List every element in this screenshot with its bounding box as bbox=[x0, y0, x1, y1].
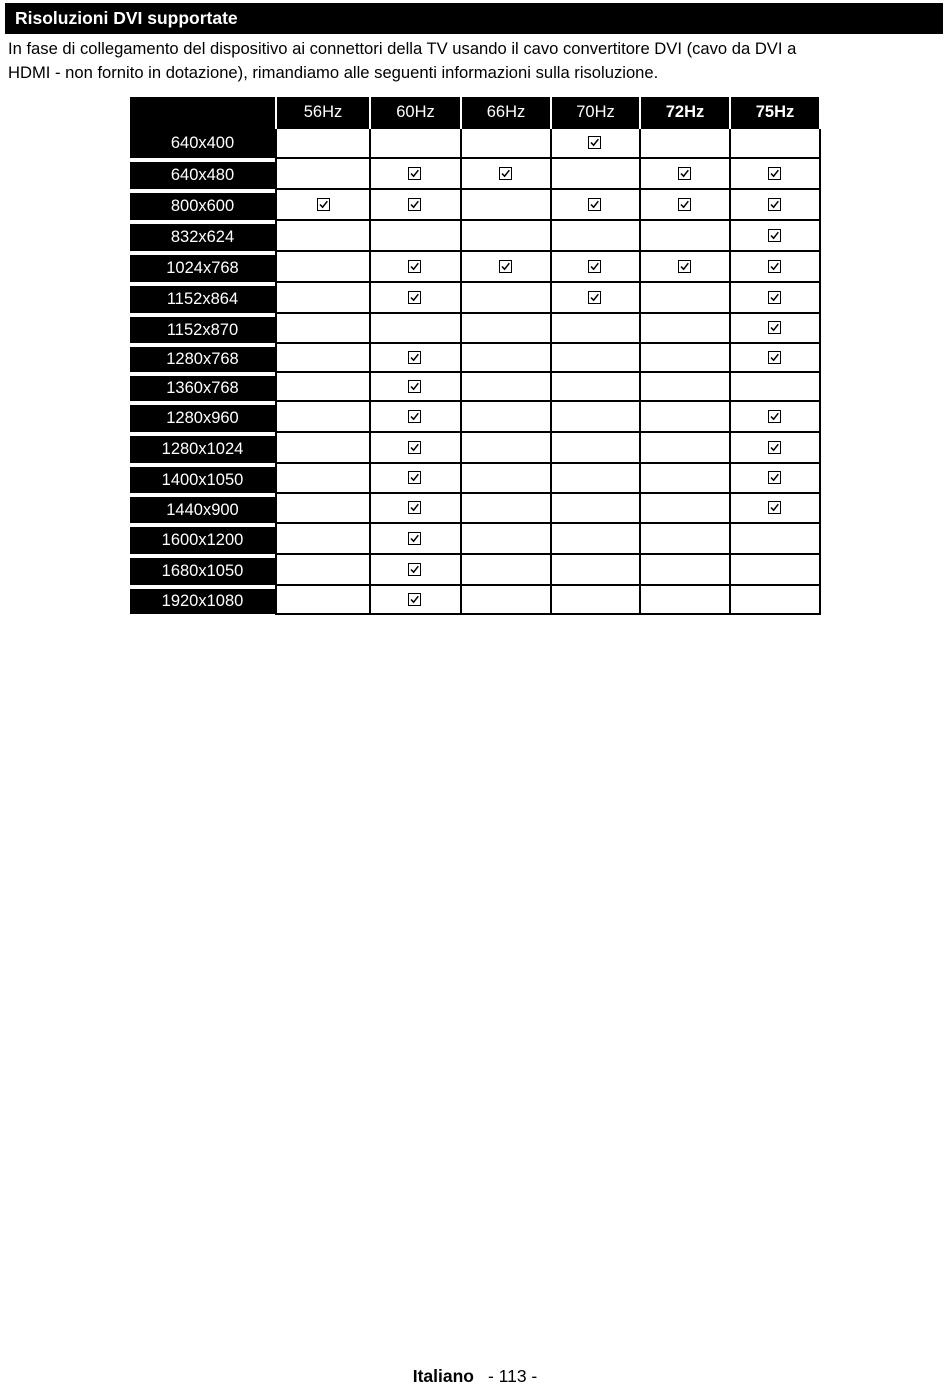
table-cell bbox=[550, 524, 641, 555]
check-box-icon bbox=[408, 410, 421, 423]
section-title: Risoluzioni DVI supportate bbox=[5, 3, 943, 34]
table-cell bbox=[460, 373, 552, 402]
table-cell bbox=[550, 433, 641, 464]
resolution-label: 1280x960 bbox=[130, 405, 275, 432]
check-box-icon bbox=[408, 380, 421, 393]
check-box-icon bbox=[768, 351, 781, 364]
table-cell bbox=[460, 252, 552, 283]
table-cell bbox=[275, 190, 371, 221]
table-cell bbox=[550, 555, 641, 586]
check-box-icon bbox=[317, 198, 330, 211]
table-cell bbox=[639, 373, 731, 402]
table-cell bbox=[369, 524, 462, 555]
table-cell bbox=[369, 129, 462, 159]
check-box-icon bbox=[768, 441, 781, 454]
table-cell bbox=[550, 159, 641, 190]
resolution-label: 1152x864 bbox=[130, 286, 275, 313]
table-cell bbox=[369, 344, 462, 373]
page-footer bbox=[0, 1365, 950, 1387]
table-cell bbox=[639, 129, 731, 159]
table-cell bbox=[369, 586, 462, 615]
resolution-label: 1680x1050 bbox=[130, 558, 275, 585]
table-cell bbox=[729, 586, 821, 615]
table-cell bbox=[550, 252, 641, 283]
table-cell bbox=[639, 524, 731, 555]
table-cell bbox=[729, 190, 821, 221]
table-cell bbox=[639, 402, 731, 433]
table-cell bbox=[460, 433, 552, 464]
table-cell bbox=[275, 344, 371, 373]
check-box-icon bbox=[588, 136, 601, 149]
table-cell bbox=[639, 494, 731, 524]
table-cell bbox=[550, 221, 641, 252]
column-header: 72Hz bbox=[641, 97, 729, 129]
table-cell bbox=[275, 464, 371, 494]
check-box-icon bbox=[408, 501, 421, 514]
table-cell bbox=[639, 555, 731, 586]
check-box-icon bbox=[768, 471, 781, 484]
table-cell bbox=[729, 464, 821, 494]
table-cell bbox=[550, 464, 641, 494]
table-cell bbox=[275, 402, 371, 433]
check-box-icon bbox=[408, 563, 421, 576]
check-box-icon bbox=[408, 291, 421, 304]
table-cell bbox=[550, 494, 641, 524]
resolution-label: 832x624 bbox=[130, 224, 275, 251]
check-box-icon bbox=[768, 167, 781, 180]
table-cell bbox=[639, 159, 731, 190]
check-box-icon bbox=[499, 167, 512, 180]
resolution-label: 1600x1200 bbox=[130, 527, 275, 554]
table-cell bbox=[729, 159, 821, 190]
table-cell bbox=[369, 190, 462, 221]
check-box-icon bbox=[768, 198, 781, 211]
check-box-icon bbox=[588, 260, 601, 273]
resolution-label: 1360x768 bbox=[130, 376, 275, 401]
table-cell bbox=[460, 190, 552, 221]
table-cell bbox=[729, 373, 821, 402]
resolution-label: 1152x870 bbox=[130, 317, 275, 343]
intro-line-2: HDMI - non fornito in dotazione), rimandiamo alle seguenti informazioni sulla risoluzione. bbox=[8, 63, 659, 82]
check-box-icon bbox=[408, 198, 421, 211]
check-box-icon bbox=[768, 321, 781, 334]
page-number: - 113 - bbox=[487, 1366, 538, 1386]
table-cell bbox=[460, 283, 552, 314]
table-cell bbox=[729, 221, 821, 252]
column-header: 66Hz bbox=[462, 97, 550, 129]
table-cell bbox=[550, 586, 641, 615]
table-cell bbox=[460, 586, 552, 615]
check-box-icon bbox=[588, 198, 601, 211]
check-box-icon bbox=[408, 593, 421, 606]
resolution-label: 1280x768 bbox=[130, 347, 275, 372]
table-cell bbox=[729, 283, 821, 314]
check-box-icon bbox=[768, 501, 781, 514]
check-box-icon bbox=[408, 471, 421, 484]
column-header: 70Hz bbox=[552, 97, 639, 129]
table-cell bbox=[550, 373, 641, 402]
table-cell bbox=[639, 252, 731, 283]
table-cell bbox=[550, 314, 641, 344]
table-cell bbox=[460, 314, 552, 344]
intro-line-1: In fase di collegamento del dispositivo ai connettori della TV usando il cavo convertitore DVI (cavo da DVI a bbox=[8, 39, 797, 58]
table-cell bbox=[369, 159, 462, 190]
table-cell bbox=[460, 159, 552, 190]
check-box-icon bbox=[768, 291, 781, 304]
table-cell bbox=[369, 373, 462, 402]
table-cell bbox=[729, 524, 821, 555]
table-cell bbox=[275, 221, 371, 252]
table-cell bbox=[369, 221, 462, 252]
check-box-icon bbox=[408, 260, 421, 273]
table-cell bbox=[369, 555, 462, 586]
table-cell bbox=[639, 586, 731, 615]
table-cell bbox=[275, 433, 371, 464]
check-box-icon bbox=[768, 260, 781, 273]
table-cell bbox=[275, 159, 371, 190]
table-cell bbox=[639, 190, 731, 221]
table-cell bbox=[550, 344, 641, 373]
table-cell bbox=[639, 314, 731, 344]
table-cell bbox=[729, 402, 821, 433]
table-cell bbox=[729, 344, 821, 373]
table-cell bbox=[729, 494, 821, 524]
table-cell bbox=[369, 494, 462, 524]
table-cell bbox=[369, 283, 462, 314]
table-cell bbox=[275, 373, 371, 402]
table-cell bbox=[639, 283, 731, 314]
table-cell bbox=[460, 524, 552, 555]
check-box-icon bbox=[499, 260, 512, 273]
table-cell bbox=[639, 221, 731, 252]
resolution-label: 1400x1050 bbox=[130, 467, 275, 493]
check-box-icon bbox=[768, 229, 781, 242]
check-box-icon bbox=[588, 291, 601, 304]
resolution-label: 640x480 bbox=[130, 162, 275, 189]
check-box-icon bbox=[678, 167, 691, 180]
table-cell bbox=[639, 344, 731, 373]
table-cell bbox=[369, 402, 462, 433]
table-cell bbox=[729, 314, 821, 344]
column-header: 60Hz bbox=[371, 97, 460, 129]
table-cell bbox=[369, 252, 462, 283]
table-cell bbox=[275, 283, 371, 314]
table-cell bbox=[275, 252, 371, 283]
check-box-icon bbox=[408, 441, 421, 454]
check-box-icon bbox=[678, 260, 691, 273]
table-cell bbox=[460, 555, 552, 586]
resolution-label: 800x600 bbox=[130, 193, 275, 220]
column-header: 75Hz bbox=[731, 97, 819, 129]
table-cell bbox=[550, 402, 641, 433]
check-box-icon bbox=[768, 410, 781, 423]
resolution-label: 1280x1024 bbox=[130, 436, 275, 463]
column-header: 56Hz bbox=[277, 97, 369, 129]
check-box-icon bbox=[408, 351, 421, 364]
check-box-icon bbox=[408, 167, 421, 180]
table-cell bbox=[550, 283, 641, 314]
table-cell bbox=[639, 464, 731, 494]
table-cell bbox=[729, 433, 821, 464]
table-cell bbox=[550, 190, 641, 221]
table-cell bbox=[460, 494, 552, 524]
table-cell bbox=[369, 314, 462, 344]
table-cell bbox=[460, 344, 552, 373]
corner-header bbox=[130, 97, 275, 129]
table-cell bbox=[729, 555, 821, 586]
table-cell bbox=[550, 129, 641, 159]
check-box-icon bbox=[408, 532, 421, 545]
table-cell bbox=[275, 494, 371, 524]
resolution-label: 640x400 bbox=[130, 129, 275, 158]
table-cell bbox=[729, 129, 821, 159]
table-cell bbox=[460, 464, 552, 494]
table-cell bbox=[369, 464, 462, 494]
table-cell bbox=[729, 252, 821, 283]
table-cell bbox=[275, 555, 371, 586]
table-cell bbox=[275, 129, 371, 159]
table-cell bbox=[460, 221, 552, 252]
table-cell bbox=[639, 433, 731, 464]
resolution-label: 1024x768 bbox=[130, 255, 275, 282]
table-cell bbox=[275, 586, 371, 615]
table-cell bbox=[460, 402, 552, 433]
check-box-icon bbox=[678, 198, 691, 211]
footer-language: Italiano bbox=[412, 1366, 474, 1386]
table-cell bbox=[369, 433, 462, 464]
table-cell bbox=[275, 524, 371, 555]
table-cell bbox=[460, 129, 552, 159]
table-cell bbox=[275, 314, 371, 344]
resolution-label: 1920x1080 bbox=[130, 589, 275, 614]
resolution-label: 1440x900 bbox=[130, 497, 275, 523]
